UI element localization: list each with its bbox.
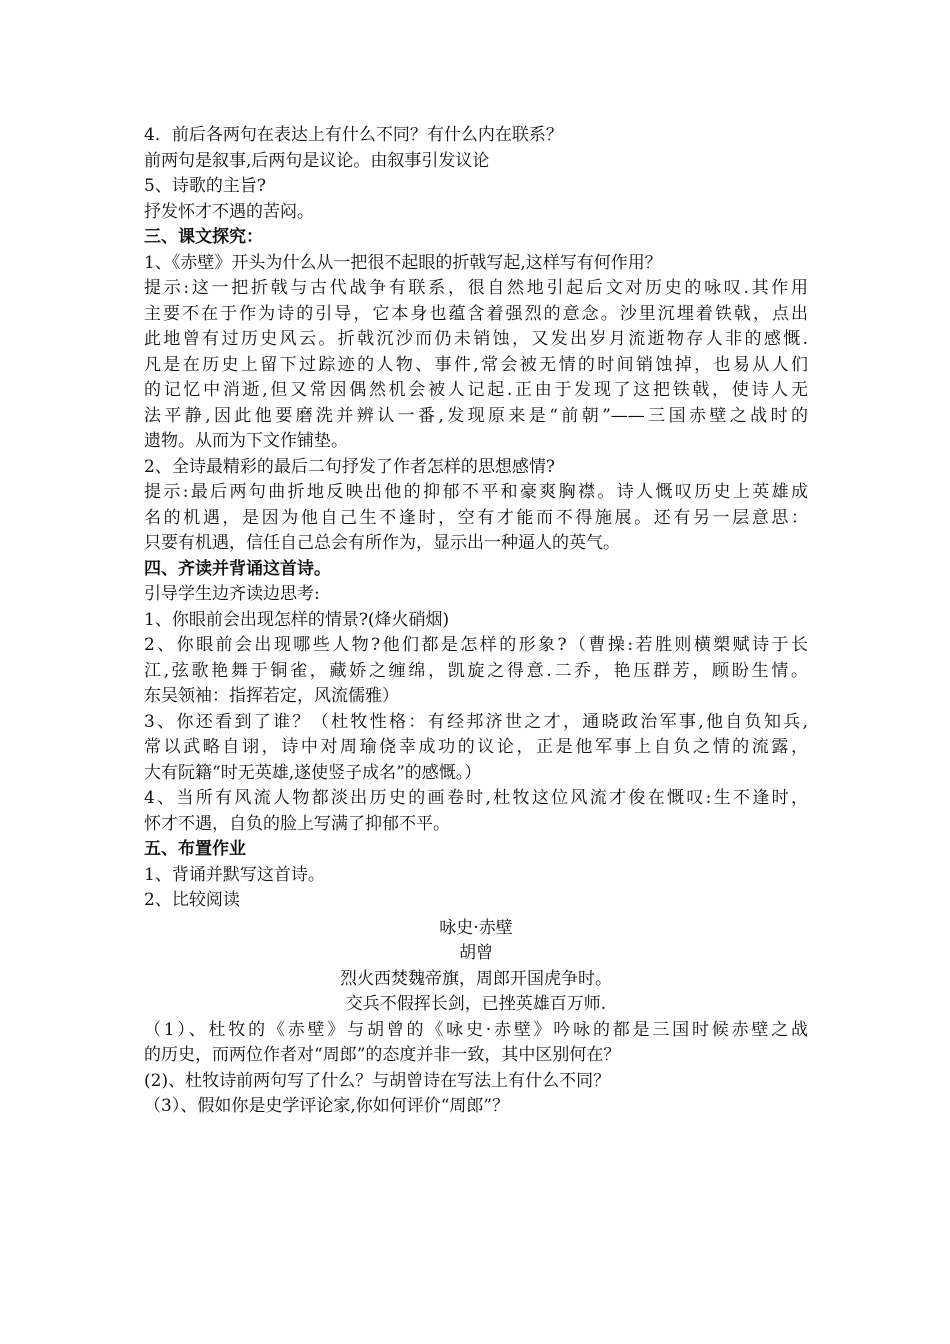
- text-line: 主要不在于作为诗的引导，它本身也蕴含着强烈的意念。沙里沉埋着铁戟，点出: [144, 303, 808, 324]
- text-line: 的记忆中消逝,但又常因偶然机会被人记起.正由于发现了这把铁戟，使诗人无: [144, 380, 808, 400]
- text-line: 1、你眼前会出现怎样的情景?(烽火硝烟): [144, 609, 450, 630]
- text-line: 只要有机遇，信任自己总会有所作为，显示出一种逼人的英气。: [144, 533, 620, 553]
- text-line: 大有阮籍“时无英雄,遂使竖子成名”的感慨。）: [144, 762, 482, 783]
- question-line: （1）、杜牧的《赤壁》与胡曾的《咏史·赤壁》吟咏的都是三国时候赤壁之战: [144, 1019, 808, 1040]
- text-line: 名的机遇，是因为他自己生不逢时，空有才能而不得施展。还有另一层意思：: [144, 507, 808, 528]
- text-line: 提示:最后两句曲折地反映出他的抑郁不平和豪爽胸襟。诗人慨叹历史上英雄成: [144, 482, 808, 502]
- text-line: 4．前后各两句在表达上有什么不同？有什么内在联系？: [144, 125, 563, 145]
- text-line: 遗物。从而为下文作铺垫。: [144, 431, 348, 451]
- text-line: 2、全诗最精彩的最后二句抒发了作者怎样的思想感情?: [144, 456, 555, 477]
- poem-line-2: 交兵不假挥长剑，已挫英雄百万师.: [345, 994, 607, 1014]
- text-line: 3、你还看到了谁？（杜牧性格：有经邦济世之才，通晓政治军事,他自负知兵,: [144, 711, 808, 732]
- text-line: 此地曾有过历史风云。折戟沉沙而仍未销蚀，又发出岁月流逝物存人非的感慨.: [144, 329, 808, 349]
- text-line: 引导学生边齐读边思考:: [144, 584, 320, 604]
- question-line: 的历史，而两位作者对“周郎”的态度并非一致，其中区别何在？: [144, 1045, 621, 1065]
- text-line: 抒发怀才不遇的苦闷。: [144, 201, 314, 222]
- question-line: （3）、假如你是史学评论家,你如何评价“周郎”？: [144, 1096, 510, 1116]
- text-line: 怀才不遇，自负的脸上写满了抑郁不平。: [144, 813, 450, 834]
- text-line: 常以武略自诩，诗中对周瑜侥幸成功的议论，正是他军事上自负之情的流露，: [144, 737, 808, 757]
- text-line: 前两句是叙事,后两句是议论。由叙事引发议论: [144, 150, 490, 171]
- text-line: 提示:这一把折戟与古代战争有联系，很自然地引起后文对历史的咏叹.其作用: [144, 278, 808, 298]
- poem-author: 胡曾: [459, 943, 493, 963]
- text-line: 1、背诵并默写这首诗。: [144, 864, 325, 885]
- text-line: 法平静,因此他要磨洗并辨认一番,发现原来是“前朝”——三国赤壁之战时的: [144, 405, 808, 426]
- comparison-questions: [144, 1018, 808, 1120]
- text-line: 凡是在历史上留下过踪迹的人物、事件,常会被无情的时间销蚀掉，也易从人们: [144, 354, 808, 375]
- text-line: 2、比较阅读: [144, 890, 240, 910]
- text-line: 东吴领袖：指挥若定，风流儒雅）: [144, 686, 399, 706]
- text-line: 江,弦歌艳舞于铜雀，藏娇之缠绵，凯旋之得意.二乔，艳压群芳，顾盼生情。: [144, 660, 808, 681]
- section-heading: 三、课文探究：: [144, 227, 263, 247]
- text-line: 1、《赤壁》开头为什么从一把很不起眼的折戟写起,这样写有何作用？: [144, 252, 662, 273]
- poem-title: 咏史·赤壁: [439, 917, 513, 938]
- text-line: 2、你眼前会出现哪些人物?他们都是怎样的形象?（曹操:若胜则横槊赋诗于长: [144, 635, 808, 655]
- section-heading: 四、齐读并背诵这首诗。: [144, 558, 331, 579]
- poem-block: [144, 916, 808, 1018]
- text-line: 5、诗歌的主旨?: [144, 176, 266, 196]
- question-line: (2)、杜牧诗前两句写了什么？与胡曾诗在写法上有什么不同？: [144, 1070, 611, 1091]
- document-body: [144, 123, 808, 1120]
- section-heading: 五、布置作业: [144, 839, 246, 859]
- text-line: 4、当所有风流人物都淡出历史的画卷时,杜牧这位风流才俊在慨叹:生不逢时，: [144, 788, 808, 808]
- lesson-text: [144, 123, 808, 914]
- poem-line-1: 烈火西焚魏帝旗，周郎开国虎争时。: [340, 968, 612, 989]
